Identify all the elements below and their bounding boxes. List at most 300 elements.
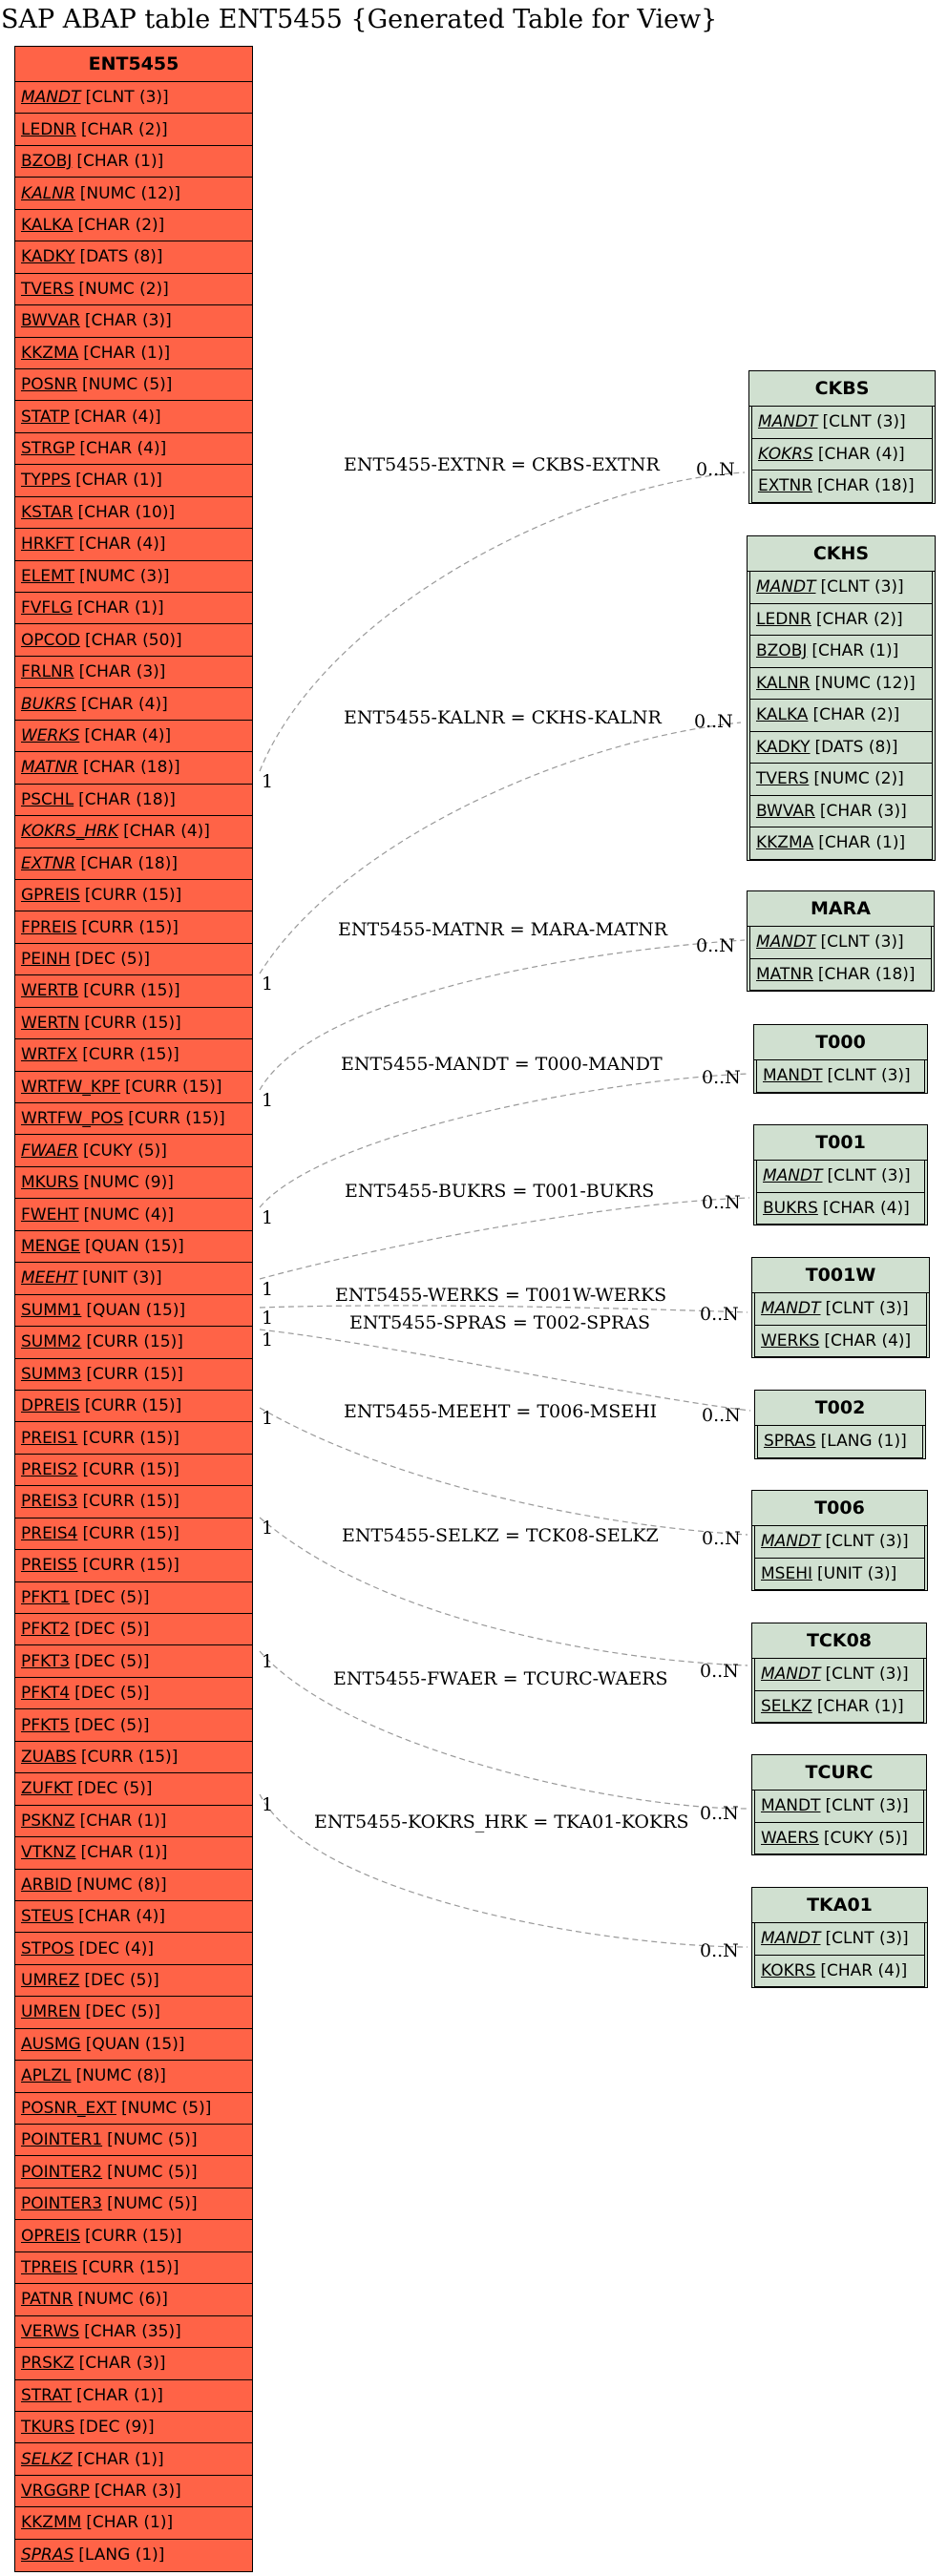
field-type: [NUMC (5)] — [107, 2130, 198, 2150]
field-row — [15, 688, 252, 720]
field-type: [CURR (15)] — [82, 2257, 179, 2277]
field-type: [UNIT (3)] — [82, 1268, 162, 1288]
field-row — [15, 1965, 252, 1997]
field-row — [15, 1231, 252, 1263]
field-type: [CHAR (3)] — [94, 2482, 181, 2502]
field-name: POSNR_EXT — [21, 2098, 116, 2118]
field-name: SUMM2 — [21, 1332, 82, 1352]
field-row — [754, 1956, 925, 1988]
field-type: [CHAR (18)] — [817, 476, 915, 496]
field-name: FRLNR — [21, 662, 74, 682]
field-type: [CHAR (1)] — [818, 833, 906, 853]
relation-label: ENT5455-MANDT = T000-MANDT — [341, 1054, 663, 1075]
field-type: [CLNT (3)] — [827, 1166, 911, 1186]
field-type: [CHAR (4)] — [824, 1330, 912, 1351]
field-name: KSTAR — [21, 502, 74, 522]
field-type: [CUKY (5)] — [823, 1828, 908, 1848]
field-type: [CHAR (4)] — [74, 407, 161, 427]
cardinality-many: 0..N — [702, 1405, 741, 1426]
entity-header: CKBS — [749, 371, 935, 407]
field-row — [15, 2540, 252, 2571]
field-row — [15, 816, 252, 848]
field-row — [15, 752, 252, 784]
field-row — [15, 2412, 252, 2443]
field-row — [15, 785, 252, 816]
field-name: POINTER3 — [21, 2194, 103, 2214]
field-row — [15, 2316, 252, 2348]
field-name: SUMM1 — [21, 1300, 82, 1320]
field-name: FWEHT — [21, 1204, 79, 1225]
field-row — [15, 944, 252, 975]
field-type: [CLNT (3)] — [825, 1796, 909, 1816]
field-name: PREIS1 — [21, 1428, 78, 1448]
field-name: MENGE — [21, 1236, 81, 1256]
field-name: WRTFX — [21, 1045, 78, 1065]
entity-tka01 — [751, 1887, 928, 1988]
field-type: [CHAR (1)] — [76, 2385, 163, 2405]
field-row — [754, 1526, 925, 1559]
field-row — [15, 1806, 252, 1837]
cardinality-many: 0..N — [702, 1067, 741, 1088]
field-row — [15, 1072, 252, 1103]
field-name: STPOS — [21, 1938, 74, 1958]
cardinality-many: 0..N — [694, 711, 733, 732]
field-name: SELKZ — [21, 2449, 73, 2469]
field-type: [DATS (8)] — [814, 737, 898, 757]
field-name: WAERS — [761, 1828, 819, 1848]
field-name: TPREIS — [21, 2257, 77, 2277]
entity-t000 — [753, 1024, 928, 1094]
entity-header: T000 — [754, 1025, 927, 1060]
cardinality-many: 0..N — [696, 459, 735, 480]
field-row — [15, 2156, 252, 2188]
entity-ckbs — [748, 370, 936, 504]
field-type: [LANG (1)] — [820, 1432, 907, 1452]
field-type: [NUMC (5)] — [120, 2098, 212, 2118]
field-type: [CHAR (4)] — [84, 725, 172, 745]
field-type: [QUAN (15)] — [85, 2034, 185, 2054]
field-row — [15, 1422, 252, 1454]
field-row — [15, 2220, 252, 2251]
field-type: [CHAR (4)] — [822, 1198, 910, 1218]
field-name: MANDT — [761, 1929, 821, 1949]
field-row — [15, 1773, 252, 1805]
relation-label: ENT5455-FWAER = TCURC-WAERS — [333, 1668, 668, 1689]
entity-tcurc — [751, 1754, 927, 1855]
field-type: [CLNT (3)] — [827, 1066, 911, 1086]
entity-t006 — [751, 1490, 928, 1591]
field-name: LEDNR — [21, 119, 76, 139]
field-row — [15, 1167, 252, 1199]
field-row — [15, 2476, 252, 2507]
field-row — [754, 1923, 925, 1956]
cardinality-many: 0..N — [700, 1803, 739, 1824]
field-type: [DEC (5)] — [74, 950, 150, 970]
field-type: [CURR (15)] — [84, 1396, 182, 1416]
field-type: [QUAN (15)] — [86, 1300, 186, 1320]
field-row — [756, 1060, 925, 1093]
field-name: GPREIS — [21, 886, 80, 906]
field-type: [DEC (4)] — [78, 1938, 155, 1958]
field-row — [756, 1193, 925, 1225]
field-type: [DEC (5)] — [77, 1779, 153, 1799]
field-row — [756, 1161, 925, 1193]
field-type: [CHAR (3)] — [78, 2354, 166, 2374]
field-name: MKURS — [21, 1173, 79, 1193]
field-row — [751, 471, 933, 503]
field-type: [CHAR (4)] — [817, 444, 905, 464]
field-name: VRGGRP — [21, 2482, 90, 2502]
field-type: [DEC (5)] — [84, 1971, 159, 1991]
field-type: [CLNT (3)] — [825, 1532, 909, 1552]
field-type: [LANG (1)] — [78, 2545, 165, 2566]
field-type: [NUMC (2)] — [78, 279, 169, 299]
field-name: BWVAR — [21, 311, 80, 331]
field-type: [DEC (5)] — [85, 2002, 160, 2022]
field-type: [CLNT (3)] — [822, 412, 906, 432]
field-name: KOKRS_HRK — [21, 822, 119, 842]
field-row — [15, 2093, 252, 2125]
field-row — [749, 604, 933, 637]
cardinality-one: 1 — [262, 771, 274, 792]
field-name: MANDT — [761, 1796, 821, 1816]
field-row — [749, 764, 933, 796]
field-row — [749, 572, 933, 604]
field-row — [15, 721, 252, 752]
field-row — [15, 1582, 252, 1614]
field-row — [15, 146, 252, 178]
field-row — [749, 796, 933, 828]
field-name: FWAER — [21, 1141, 78, 1161]
relation-line — [260, 1408, 748, 1535]
field-type: [NUMC (5)] — [107, 2194, 198, 2214]
field-row — [749, 700, 933, 732]
field-row — [15, 1870, 252, 1901]
field-name: KOKRS — [758, 444, 813, 464]
field-row — [15, 975, 252, 1007]
field-row — [749, 827, 933, 860]
field-row — [749, 927, 932, 959]
field-name: PREIS2 — [21, 1460, 78, 1480]
field-row — [751, 439, 933, 471]
field-name: MANDT — [758, 412, 818, 432]
field-row — [15, 1135, 252, 1166]
field-type: [CHAR (35)] — [84, 2321, 181, 2341]
field-row — [15, 1263, 252, 1294]
relation-label: ENT5455-KOKRS_HRK = TKA01-KOKRS — [314, 1812, 689, 1833]
field-type: [CHAR (1)] — [811, 641, 899, 661]
field-name: WERTN — [21, 1013, 80, 1033]
field-name: AUSMG — [21, 2034, 81, 2054]
field-name: EXTNR — [21, 853, 76, 873]
cardinality-one: 1 — [262, 1207, 274, 1228]
field-name: WRTFW_KPF — [21, 1077, 121, 1097]
field-type: [CUKY (5)] — [82, 1141, 167, 1161]
field-type: [DEC (5)] — [74, 1651, 150, 1671]
field-type: [CHAR (4)] — [78, 534, 166, 555]
field-type: [CURR (15)] — [81, 917, 179, 937]
field-row — [15, 1103, 252, 1135]
cardinality-one: 1 — [262, 974, 274, 995]
field-type: [CHAR (18)] — [80, 853, 178, 873]
field-name: MSEHI — [761, 1563, 812, 1583]
field-type: [CLNT (3)] — [825, 1665, 909, 1685]
field-type: [CLNT (3)] — [820, 577, 904, 597]
field-name: BZOBJ — [756, 641, 808, 661]
field-type: [NUMC (5)] — [81, 375, 173, 395]
field-row — [15, 848, 252, 880]
field-type: [DEC (5)] — [74, 1620, 150, 1640]
relation-line — [260, 1306, 748, 1312]
field-name: PFKT1 — [21, 1587, 71, 1607]
field-name: TVERS — [21, 279, 74, 299]
entity-header: TCK08 — [752, 1623, 926, 1659]
field-type: [CHAR (18)] — [78, 789, 176, 809]
field-name: PEINH — [21, 950, 71, 970]
field-type: [CURR (15)] — [84, 1013, 181, 1033]
field-row — [15, 1295, 252, 1327]
entity-header: T006 — [752, 1491, 927, 1526]
field-name: WERTB — [21, 981, 79, 1001]
field-type: [QUAN (15)] — [85, 1236, 184, 1256]
field-name: MEEHT — [21, 1268, 78, 1288]
cardinality-one: 1 — [262, 1330, 274, 1351]
field-name: MANDT — [761, 1665, 821, 1685]
field-name: KKZMA — [756, 833, 814, 853]
field-name: STRGP — [21, 439, 75, 459]
field-type: [NUMC (4)] — [83, 1204, 174, 1225]
field-row — [15, 1645, 252, 1677]
field-type: [NUMC (5)] — [107, 2162, 198, 2182]
field-row — [15, 2061, 252, 2092]
field-name: POINTER2 — [21, 2162, 103, 2182]
entity-header: T002 — [755, 1391, 925, 1426]
field-type: [CHAR (1)] — [76, 152, 164, 172]
field-row — [749, 668, 933, 701]
field-name: SPRAS — [764, 1432, 816, 1452]
field-type: [CURR (15)] — [82, 1428, 179, 1448]
field-name: WERKS — [21, 725, 80, 745]
field-type: [DEC (9)] — [79, 2418, 155, 2438]
field-row — [15, 2189, 252, 2220]
field-name: ELEMT — [21, 566, 75, 586]
field-name: PFKT4 — [21, 1684, 71, 1704]
field-type: [CURR (15)] — [82, 1556, 179, 1576]
field-name: KADKY — [21, 247, 75, 267]
field-row — [15, 2443, 252, 2475]
field-name: SELKZ — [761, 1696, 812, 1716]
field-type: [CHAR (3)] — [819, 801, 907, 821]
cardinality-one: 1 — [262, 1794, 274, 1815]
field-row — [15, 241, 252, 273]
field-type: [NUMC (3)] — [79, 566, 170, 586]
field-name: PREIS4 — [21, 1523, 78, 1543]
relation-label: ENT5455-EXTNR = CKBS-EXTNR — [344, 454, 660, 475]
field-row — [754, 1791, 924, 1823]
field-type: [CHAR (4)] — [78, 1907, 165, 1927]
field-row — [15, 2029, 252, 2061]
field-row — [15, 1518, 252, 1550]
field-type: [CHAR (1)] — [83, 343, 171, 363]
relation-label: ENT5455-KALNR = CKHS-KALNR — [344, 707, 662, 728]
cardinality-many: 0..N — [702, 1528, 741, 1549]
field-type: [CHAR (1)] — [80, 1843, 168, 1863]
field-row — [15, 1933, 252, 1964]
field-name: PFKT2 — [21, 1620, 71, 1640]
entity-header: TKA01 — [752, 1888, 927, 1923]
field-type: [CHAR (2)] — [77, 215, 165, 235]
field-row — [15, 1837, 252, 1869]
field-name: BUKRS — [763, 1198, 818, 1218]
field-type: [CHAR (2)] — [812, 705, 900, 725]
field-name: KKZMA — [21, 343, 79, 363]
field-type: [CURR (15)] — [80, 1747, 179, 1767]
field-row — [15, 274, 252, 305]
field-type: [CHAR (1)] — [76, 598, 164, 618]
relation-label: ENT5455-MATNR = MARA-MATNR — [338, 919, 668, 940]
field-name: PREIS5 — [21, 1556, 78, 1576]
field-row — [15, 1709, 252, 1741]
field-type: [CHAR (18)] — [82, 758, 180, 778]
field-type: [NUMC (8)] — [76, 1874, 167, 1895]
entity-t001w — [751, 1257, 930, 1358]
field-name: MANDT — [761, 1532, 821, 1552]
field-type: [CURR (15)] — [125, 1077, 222, 1097]
cardinality-many: 0..N — [700, 1304, 739, 1325]
field-type: [CURR (15)] — [82, 1460, 179, 1480]
field-name: MATNR — [21, 758, 78, 778]
field-type: [CLNT (3)] — [825, 1929, 909, 1949]
entity-header: MARA — [748, 891, 934, 927]
field-name: MATNR — [756, 964, 813, 984]
field-name: MANDT — [763, 1166, 823, 1186]
field-type: [CLNT (3)] — [820, 932, 904, 953]
field-name: EXTNR — [758, 476, 813, 496]
field-name: PFKT5 — [21, 1715, 71, 1735]
field-name: MANDT — [763, 1066, 823, 1086]
field-row — [15, 1455, 252, 1486]
field-row — [15, 1199, 252, 1230]
field-row — [15, 1008, 252, 1039]
field-name: DPREIS — [21, 1396, 80, 1416]
field-name: MANDT — [756, 932, 816, 953]
field-type: [CURR (15)] — [86, 1332, 183, 1352]
field-name: SPRAS — [21, 2545, 74, 2566]
field-name: BWVAR — [756, 801, 815, 821]
field-name: VERWS — [21, 2321, 80, 2341]
field-row — [15, 1997, 252, 2028]
field-row — [15, 529, 252, 560]
field-type: [CHAR (10)] — [77, 502, 176, 522]
field-row — [15, 1614, 252, 1645]
field-name: UMREZ — [21, 1971, 80, 1991]
field-type: [NUMC (2)] — [813, 769, 904, 789]
cardinality-one: 1 — [262, 1408, 274, 1429]
field-type: [NUMC (8)] — [75, 2066, 166, 2086]
entity-header: T001 — [754, 1125, 927, 1161]
field-row — [15, 1678, 252, 1709]
field-name: STEUS — [21, 1907, 74, 1927]
field-row — [15, 1039, 252, 1071]
field-type: [CHAR (1)] — [76, 2449, 164, 2469]
field-row — [749, 636, 933, 668]
field-name: KOKRS — [761, 1960, 816, 1980]
field-name: TVERS — [756, 769, 810, 789]
field-type: [CHAR (2)] — [815, 609, 903, 629]
field-row — [15, 1391, 252, 1422]
field-name: STATP — [21, 407, 70, 427]
field-type: [CURR (15)] — [128, 1109, 225, 1129]
field-name: PRSKZ — [21, 2354, 74, 2374]
field-name: UMREN — [21, 2002, 81, 2022]
field-name: POSNR — [21, 375, 77, 395]
cardinality-one: 1 — [262, 1518, 274, 1539]
cardinality-many: 0..N — [700, 1940, 739, 1961]
field-type: [CURR (15)] — [84, 886, 182, 906]
field-row — [757, 1426, 923, 1458]
field-type: [CURR (15)] — [86, 1364, 183, 1384]
field-row — [15, 497, 252, 529]
field-name: WRTFW_POS — [21, 1109, 124, 1129]
field-name: APLZL — [21, 2066, 72, 2086]
field-row — [15, 1359, 252, 1391]
field-name: PATNR — [21, 2290, 74, 2310]
field-type: [CHAR (1)] — [79, 1811, 167, 1831]
field-name: STRAT — [21, 2385, 72, 2405]
field-row — [751, 407, 933, 439]
field-name: PSCHL — [21, 789, 74, 809]
field-row — [15, 1327, 252, 1358]
entity-ent5455 — [14, 46, 253, 2572]
field-row — [15, 911, 252, 943]
field-row — [15, 210, 252, 241]
field-row — [754, 1559, 925, 1591]
entity-header: T001W — [752, 1258, 929, 1293]
field-row — [15, 2507, 252, 2539]
field-row — [754, 1326, 927, 1358]
field-name: FVFLG — [21, 598, 73, 618]
field-type: [DEC (5)] — [74, 1715, 150, 1735]
field-row — [749, 959, 932, 992]
field-type: [CURR (15)] — [82, 1523, 179, 1543]
field-row — [749, 732, 933, 764]
field-name: WERKS — [761, 1330, 820, 1351]
field-name: TKURS — [21, 2418, 75, 2438]
field-name: KKZMM — [21, 2513, 82, 2533]
field-row — [15, 880, 252, 911]
field-name: KALNR — [21, 183, 75, 203]
cardinality-many: 0..N — [702, 1192, 741, 1213]
field-type: [DEC (5)] — [74, 1684, 150, 1704]
entity-ckhs — [747, 535, 936, 861]
field-type: [CHAR (3)] — [84, 311, 172, 331]
field-name: KALKA — [21, 215, 74, 235]
field-name: SUMM3 — [21, 1364, 82, 1384]
field-row — [15, 433, 252, 465]
field-name: PREIS3 — [21, 1492, 78, 1512]
field-name: FPREIS — [21, 917, 77, 937]
cardinality-one: 1 — [262, 1308, 274, 1329]
relation-label: ENT5455-SPRAS = T002-SPRAS — [349, 1312, 650, 1333]
field-type: [CHAR (4)] — [820, 1960, 908, 1980]
field-type: [CHAR (3)] — [78, 662, 166, 682]
field-row — [15, 1550, 252, 1581]
page-title: SAP ABAP table ENT5455 {Generated Table for View} — [1, 5, 718, 34]
field-name: KADKY — [756, 737, 811, 757]
field-row — [15, 82, 252, 114]
field-name: POINTER1 — [21, 2130, 103, 2150]
relation-label: ENT5455-MEEHT = T006-MSEHI — [344, 1401, 658, 1422]
